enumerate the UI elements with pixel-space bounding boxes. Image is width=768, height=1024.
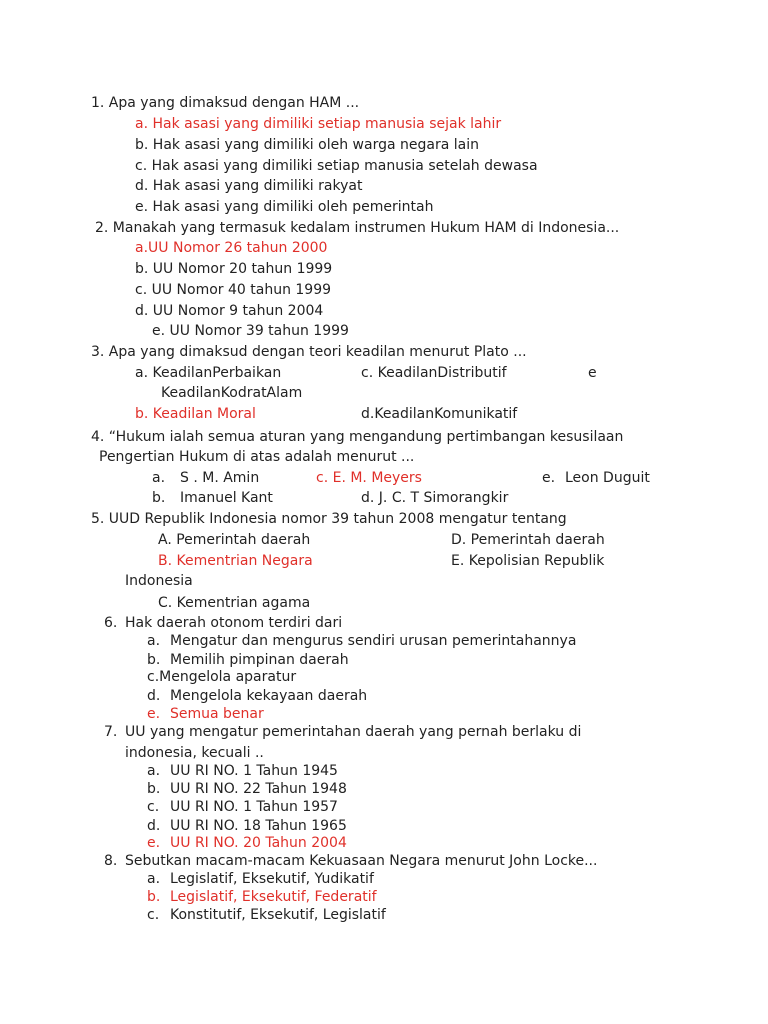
q8-option-b-answer: Legislatif, Eksekutif, Federatif bbox=[170, 889, 377, 905]
q7-option-d-letter: d. bbox=[147, 818, 161, 834]
q4-option-e-letter: e. bbox=[542, 470, 556, 486]
q7-option-b-letter: b. bbox=[147, 781, 161, 797]
q4-question-line1: 4. “Hukum ialah semua aturan yang mengandung pertimbangan kesusilaan bbox=[91, 429, 624, 445]
q6-option-b-letter: b. bbox=[147, 652, 161, 668]
q5-option-E-continued: Indonesia bbox=[125, 573, 193, 589]
q2-option-d: d. UU Nomor 9 tahun 2004 bbox=[135, 303, 324, 319]
q1-option-d: d. Hak asasi yang dimiliki rakyat bbox=[135, 178, 363, 194]
q4-option-b-letter: b. bbox=[152, 490, 166, 506]
q1-option-b: b. Hak asasi yang dimiliki oleh warga negara lain bbox=[135, 137, 479, 153]
q4-option-d: d. J. C. T Simorangkir bbox=[361, 490, 509, 506]
q6-option-b-text: Memilih pimpinan daerah bbox=[170, 652, 349, 668]
q2-question: 2. Manakah yang termasuk kedalam instrumen Hukum HAM di Indonesia... bbox=[95, 220, 620, 236]
q7-option-d-text: UU RI NO. 18 Tahun 1965 bbox=[170, 818, 347, 834]
q1-question: 1. Apa yang dimaksud dengan HAM ... bbox=[91, 95, 360, 111]
q7-option-c-text: UU RI NO. 1 Tahun 1957 bbox=[170, 799, 338, 815]
q6-option-c: c.Mengelola aparatur bbox=[147, 669, 297, 685]
q5-option-E: E. Kepolisian Republik bbox=[451, 553, 605, 569]
q7-option-e-letter: e. bbox=[147, 835, 161, 851]
q4-option-b-text: Imanuel Kant bbox=[180, 490, 273, 506]
q2-option-c: c. UU Nomor 40 tahun 1999 bbox=[135, 282, 332, 298]
q2-option-b: b. UU Nomor 20 tahun 1999 bbox=[135, 261, 333, 277]
q8-option-b-letter: b. bbox=[147, 889, 161, 905]
q5-option-C: C. Kementrian agama bbox=[158, 595, 311, 611]
q7-number: 7. bbox=[104, 724, 118, 740]
q7-option-a-text: UU RI NO. 1 Tahun 1945 bbox=[170, 763, 338, 779]
q5-option-D: D. Pemerintah daerah bbox=[451, 532, 605, 548]
q7-option-b-text: UU RI NO. 22 Tahun 1948 bbox=[170, 781, 347, 797]
q2-option-a-answer: a.UU Nomor 26 tahun 2000 bbox=[135, 240, 328, 256]
q6-option-a-letter: a. bbox=[147, 633, 161, 649]
q8-option-c-text: Konstitutif, Eksekutif, Legislatif bbox=[170, 907, 386, 923]
q1-option-e: e. Hak asasi yang dimiliki oleh pemerintah bbox=[135, 199, 434, 215]
q5-option-B-answer: B. Kementrian Negara bbox=[158, 553, 313, 569]
q3-option-b-answer: b. Keadilan Moral bbox=[135, 406, 256, 422]
q8-question: Sebutkan macam-macam Kekuasaan Negara menurut John Locke... bbox=[125, 853, 598, 869]
q6-option-e-answer: Semua benar bbox=[170, 706, 264, 722]
q6-question: Hak daerah otonom terdiri dari bbox=[125, 615, 343, 631]
q7-question-line1: UU yang mengatur pemerintahan daerah yang pernah berlaku di bbox=[125, 724, 582, 740]
q5-question: 5. UUD Republik Indonesia nomor 39 tahun 2008 mengatur tentang bbox=[91, 511, 567, 527]
q5-option-A: A. Pemerintah daerah bbox=[158, 532, 311, 548]
q6-option-e-letter: e. bbox=[147, 706, 161, 722]
q3-option-d: d.KeadilanKomunikatif bbox=[361, 406, 518, 422]
q8-option-c-letter: c. bbox=[147, 907, 160, 923]
q1-option-c: c. Hak asasi yang dimiliki setiap manusia setelah dewasa bbox=[135, 158, 538, 174]
q7-option-e-answer: UU RI NO. 20 Tahun 2004 bbox=[170, 835, 347, 851]
q3-option-e-text: KeadilanKodratAlam bbox=[161, 385, 303, 401]
q4-option-e-text: Leon Duguit bbox=[565, 470, 650, 486]
q2-option-e: e. UU Nomor 39 tahun 1999 bbox=[152, 323, 349, 339]
q6-option-a-text: Mengatur dan mengurus sendiri urusan pemerintahannya bbox=[170, 633, 577, 649]
q6-option-d-text: Mengelola kekayaan daerah bbox=[170, 688, 368, 704]
q8-option-a-text: Legislatif, Eksekutif, Yudikatif bbox=[170, 871, 374, 887]
q7-option-c-letter: c. bbox=[147, 799, 160, 815]
q6-option-d-letter: d. bbox=[147, 688, 161, 704]
q3-option-e-letter: e bbox=[588, 365, 597, 381]
q7-question-line2: indonesia, kecuali .. bbox=[125, 745, 264, 761]
q3-option-c: c. KeadilanDistributif bbox=[361, 365, 507, 381]
q4-option-a-letter: a. bbox=[152, 470, 166, 486]
q3-option-a: a. KeadilanPerbaikan bbox=[135, 365, 282, 381]
q8-number: 8. bbox=[104, 853, 118, 869]
q6-number: 6. bbox=[104, 615, 118, 631]
q8-option-a-letter: a. bbox=[147, 871, 161, 887]
q4-option-a-text: S . M. Amin bbox=[180, 470, 260, 486]
q4-option-c-answer: c. E. M. Meyers bbox=[316, 470, 422, 486]
q1-option-a-answer: a. Hak asasi yang dimiliki setiap manusia sejak lahir bbox=[135, 116, 502, 132]
q4-question-line2: Pengertian Hukum di atas adalah menurut ... bbox=[99, 449, 415, 465]
q7-option-a-letter: a. bbox=[147, 763, 161, 779]
q3-question: 3. Apa yang dimaksud dengan teori keadilan menurut Plato ... bbox=[91, 344, 527, 360]
